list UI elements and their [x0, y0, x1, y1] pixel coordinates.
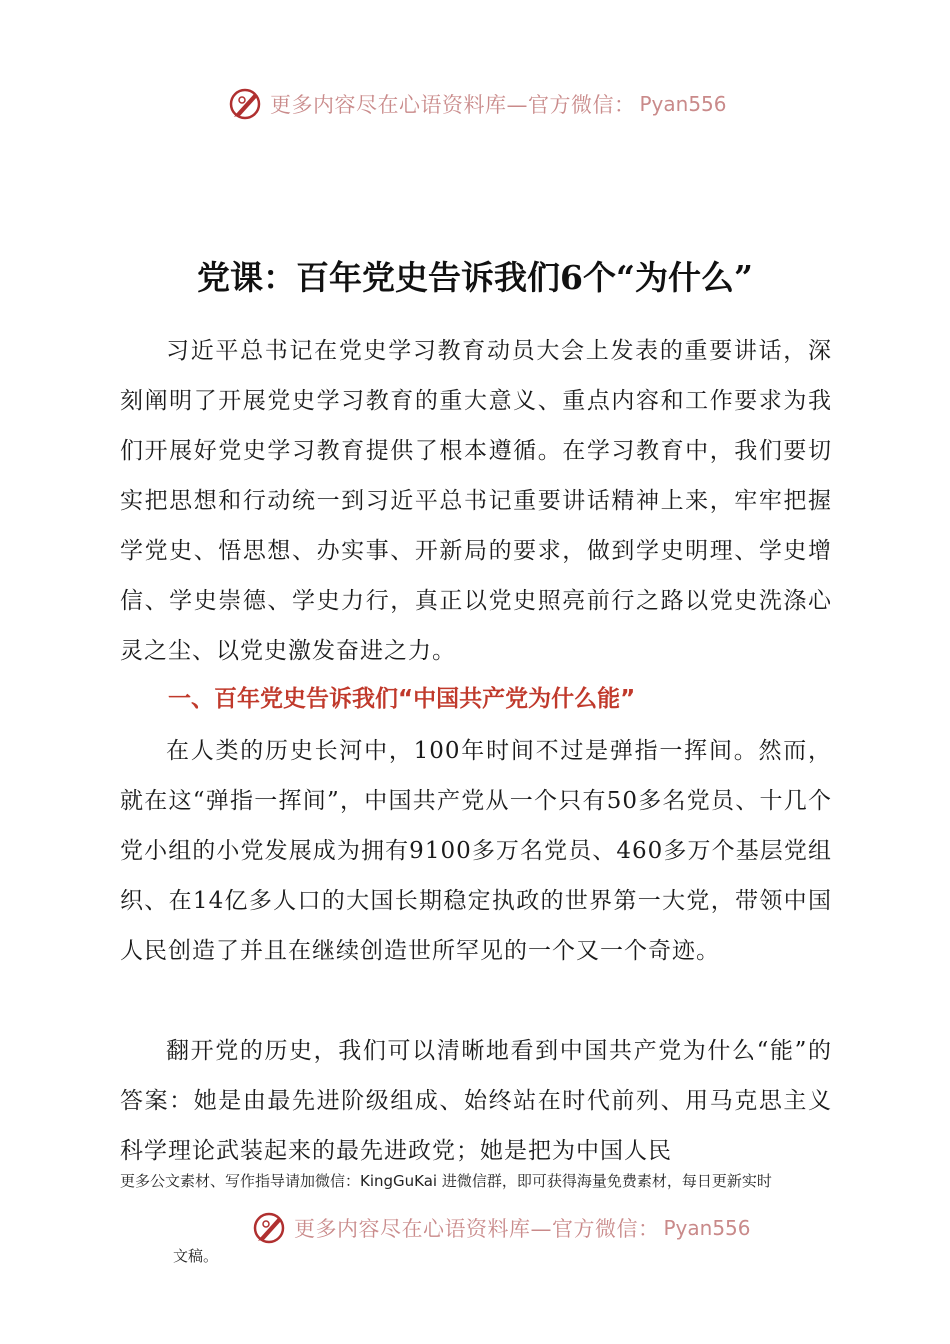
footer-banner-text: 更多内容尽在心语资料库—官方微信：	[294, 1217, 660, 1241]
footer-banner-wechat: Pyan556	[663, 1216, 751, 1240]
intro-paragraph: 习近平总书记在党史学习教育动员大会上发表的重要讲话，深刻阐明了开展党史学习教育的重大意义、重点内容和工作要求为我们开展好党史学习教育提供了根本遵循。在学习教育中，我们要切实把思想和行动统一到习近平总书记重要讲话精神上来，牢牢把握学党史、悟思想、办实事、开新局的要求，做到学史明理、学史增信、学史崇德、学史力行，真正以党史照亮前行之路以党史洗涤心灵之尘、以党史激发奋进之力。	[120, 338, 832, 664]
footer-banner	[252, 1210, 751, 1246]
footer-note-tail: 文稿。	[173, 1247, 219, 1265]
pen-logo-icon	[228, 86, 264, 122]
header-banner-wechat: Pyan556	[639, 92, 727, 116]
section1-paragraph-1: 在人类的历史长河中，100年时间不过是弹指一挥间。然而，就在这“弹指一挥间”，中国共产党从一个只有50多名党员、十几个党小组的小党发展成为拥有9100多万名党员、460多万个基层党组织、在14亿多人口的大国长期稳定执政的世界第一大党，带领中国人民创造了并且在继续创造世所罕见的一个又一个奇迹。	[120, 738, 832, 964]
section1-paragraph-2: 翻开党的历史，我们可以清晰地看到中国共产党为什么“能”的答案：她是由最先进阶级组成、始终站在时代前列、用马克思主义科学理论武装起来的最先进政党；她是把为中国人民	[120, 1038, 832, 1164]
header-banner	[228, 86, 727, 122]
pen-logo-icon	[252, 1210, 288, 1246]
section-heading-1: 一、百年党史告诉我们“中国共产党为什么能”	[168, 686, 636, 712]
document-title: 党课：百年党史告诉我们6个“为什么”	[197, 258, 753, 297]
header-banner-text: 更多内容尽在心语资料库—官方微信：	[270, 93, 636, 117]
footer-note: 更多公文素材、写作指导请加微信：KingGuKai 进微信群，即可获得海量免费素材，每日更新实时	[120, 1172, 772, 1190]
